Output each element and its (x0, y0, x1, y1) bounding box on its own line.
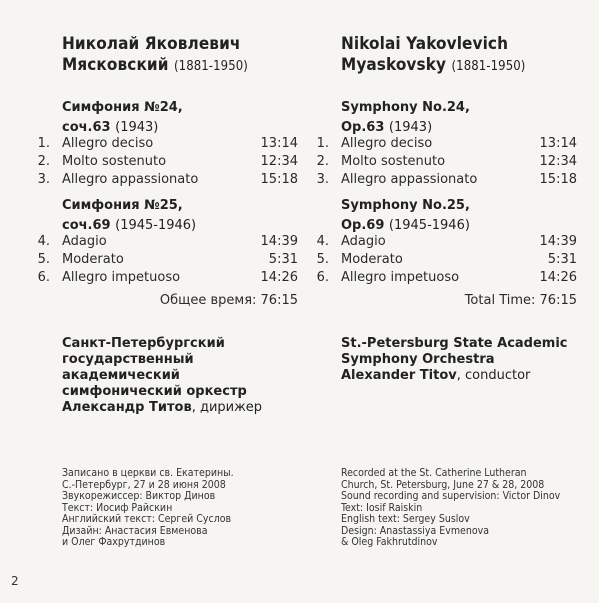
symphony-opus: Op.63 (341, 120, 385, 135)
symphony-opus: Op.69 (341, 218, 385, 233)
composer-name-line2 (341, 55, 525, 77)
track-duration: 15:18 (260, 172, 298, 187)
track-number: 3. (316, 172, 329, 187)
composer-heading-en (341, 34, 525, 77)
track-row (34, 152, 298, 171)
track-duration: 12:34 (539, 154, 577, 169)
track-duration: 13:14 (260, 136, 298, 151)
track-number: 6. (316, 270, 329, 285)
composer-name-line1: Nikolai Yakovlevich (341, 34, 509, 54)
conductor-line (341, 368, 568, 384)
conductor-role: , дирижер (191, 400, 263, 415)
track-row (34, 170, 298, 189)
track-duration: 14:26 (260, 270, 298, 285)
track-title: Moderato (62, 252, 124, 267)
track-row (313, 170, 577, 189)
credit-line: Английский текст: Сергей Суслов (62, 513, 232, 525)
total-time: Total Time: 76:15 (464, 293, 577, 308)
track-number: 1. (316, 136, 329, 151)
track-row (34, 268, 298, 287)
track-number: 4. (37, 234, 50, 249)
track-title: Adagio (341, 234, 386, 249)
track-number: 6. (37, 270, 50, 285)
track-row (34, 134, 298, 153)
composer-name-line2 (62, 55, 248, 77)
symphony-year: (1945-1946) (115, 218, 197, 233)
track-row (313, 268, 577, 287)
credit-line: Дизайн: Анастасия Евменова (62, 524, 208, 537)
track-title: Molto sostenuto (341, 154, 446, 169)
orchestra-name-line: государственный академический (62, 352, 194, 383)
track-title: Allegro deciso (341, 136, 433, 151)
symphony-year: (1945-1946) (388, 218, 470, 233)
symphony-title: Симфония №24, (62, 100, 183, 115)
track-number: 5. (37, 252, 50, 267)
total-time: Общее время: 76:15 (159, 293, 298, 308)
credit-line: Recorded at the St. Catherine Lutheran (341, 467, 527, 479)
composer-years: (1881-1950) (173, 59, 248, 74)
symphony-24-heading-en (341, 98, 470, 138)
orchestra-credit-ru (62, 336, 302, 416)
symphony-title: Symphony No.25, (341, 198, 470, 213)
conductor-name: Александр Титов (62, 400, 192, 415)
symphony-opus: соч.69 (62, 218, 111, 233)
conductor-line (62, 400, 302, 416)
recording-credits-en (341, 468, 560, 549)
track-number: 3. (37, 172, 50, 187)
track-row (313, 134, 577, 153)
composer-heading-ru (62, 34, 248, 77)
orchestra-credit-en (341, 336, 568, 384)
track-duration: 5:31 (268, 252, 298, 267)
track-title: Allegro impetuoso (62, 270, 181, 285)
credit-line: Sound recording and supervision: Victor Dinov (341, 490, 561, 502)
track-number: 2. (37, 154, 50, 169)
credit-line: Text: Iosif Raiskin (341, 501, 423, 514)
track-title: Molto sostenuto (62, 154, 167, 169)
credit-line: Design: Anastassiya Evmenova (341, 524, 490, 537)
track-duration: 13:14 (539, 136, 577, 151)
track-number: 4. (316, 234, 329, 249)
orchestra-name-line: St.-Petersburg State Academic (341, 336, 568, 351)
symphony-year: (1943) (115, 120, 159, 135)
credit-line: Church, St. Petersburg, June 27 & 28, 2008 (341, 478, 545, 491)
track-title: Allegro deciso (62, 136, 154, 151)
symphony-title: Симфония №25, (62, 198, 183, 213)
symphony-opus: соч.63 (62, 120, 111, 135)
track-duration: 12:34 (260, 154, 298, 169)
track-number: 2. (316, 154, 329, 169)
symphony-title: Symphony No.24, (341, 100, 470, 115)
symphony-25-heading-en (341, 196, 470, 236)
credit-line: и Олег Фахрутдинов (62, 536, 166, 548)
credit-line: English text: Sergey Suslov (341, 513, 470, 525)
symphony-year: (1943) (388, 120, 433, 135)
track-duration: 15:18 (539, 172, 577, 187)
track-number: 1. (37, 136, 50, 151)
track-row (313, 152, 577, 171)
track-title: Allegro appassionato (341, 172, 478, 187)
track-title: Moderato (341, 252, 403, 267)
track-number: 5. (316, 252, 329, 267)
track-duration: 14:39 (539, 234, 577, 249)
credit-line: Текст: Иосиф Райскин (62, 501, 173, 514)
symphony-24-heading-ru (62, 98, 183, 138)
track-row (34, 250, 298, 269)
track-row (313, 250, 577, 269)
orchestra-name-line: симфонический оркестр (62, 384, 247, 399)
composer-name-line1: Николай Яковлевич (62, 34, 241, 54)
track-title: Allegro appassionato (62, 172, 199, 187)
credit-line: & Oleg Fakhrutdinov (341, 536, 438, 548)
page-number: 2 (11, 574, 19, 588)
credit-line: Записано в церкви св. Екатерины. (62, 467, 234, 479)
track-row (313, 232, 577, 251)
composer-surname: Мясковский (62, 55, 169, 75)
orchestra-name-line: Санкт-Петербургский (62, 336, 225, 351)
credit-line: С.-Петербург, 27 и 28 июня 2008 (62, 478, 226, 491)
track-duration: 14:26 (539, 270, 577, 285)
composer-years: (1881-1950) (451, 59, 526, 74)
track-duration: 5:31 (547, 252, 577, 267)
track-title: Adagio (62, 234, 107, 249)
conductor-role: , conductor (456, 368, 531, 383)
track-row (34, 232, 298, 251)
orchestra-name-line: Symphony Orchestra (341, 352, 495, 367)
track-title: Allegro impetuoso (341, 270, 460, 285)
conductor-name: Alexander Titov (341, 368, 457, 383)
symphony-25-heading-ru (62, 196, 196, 236)
recording-credits-ru (62, 468, 234, 549)
composer-surname: Myaskovsky (341, 55, 447, 75)
track-duration: 14:39 (260, 234, 298, 249)
credit-line: Звукорежиссер: Виктор Динов (62, 490, 216, 502)
